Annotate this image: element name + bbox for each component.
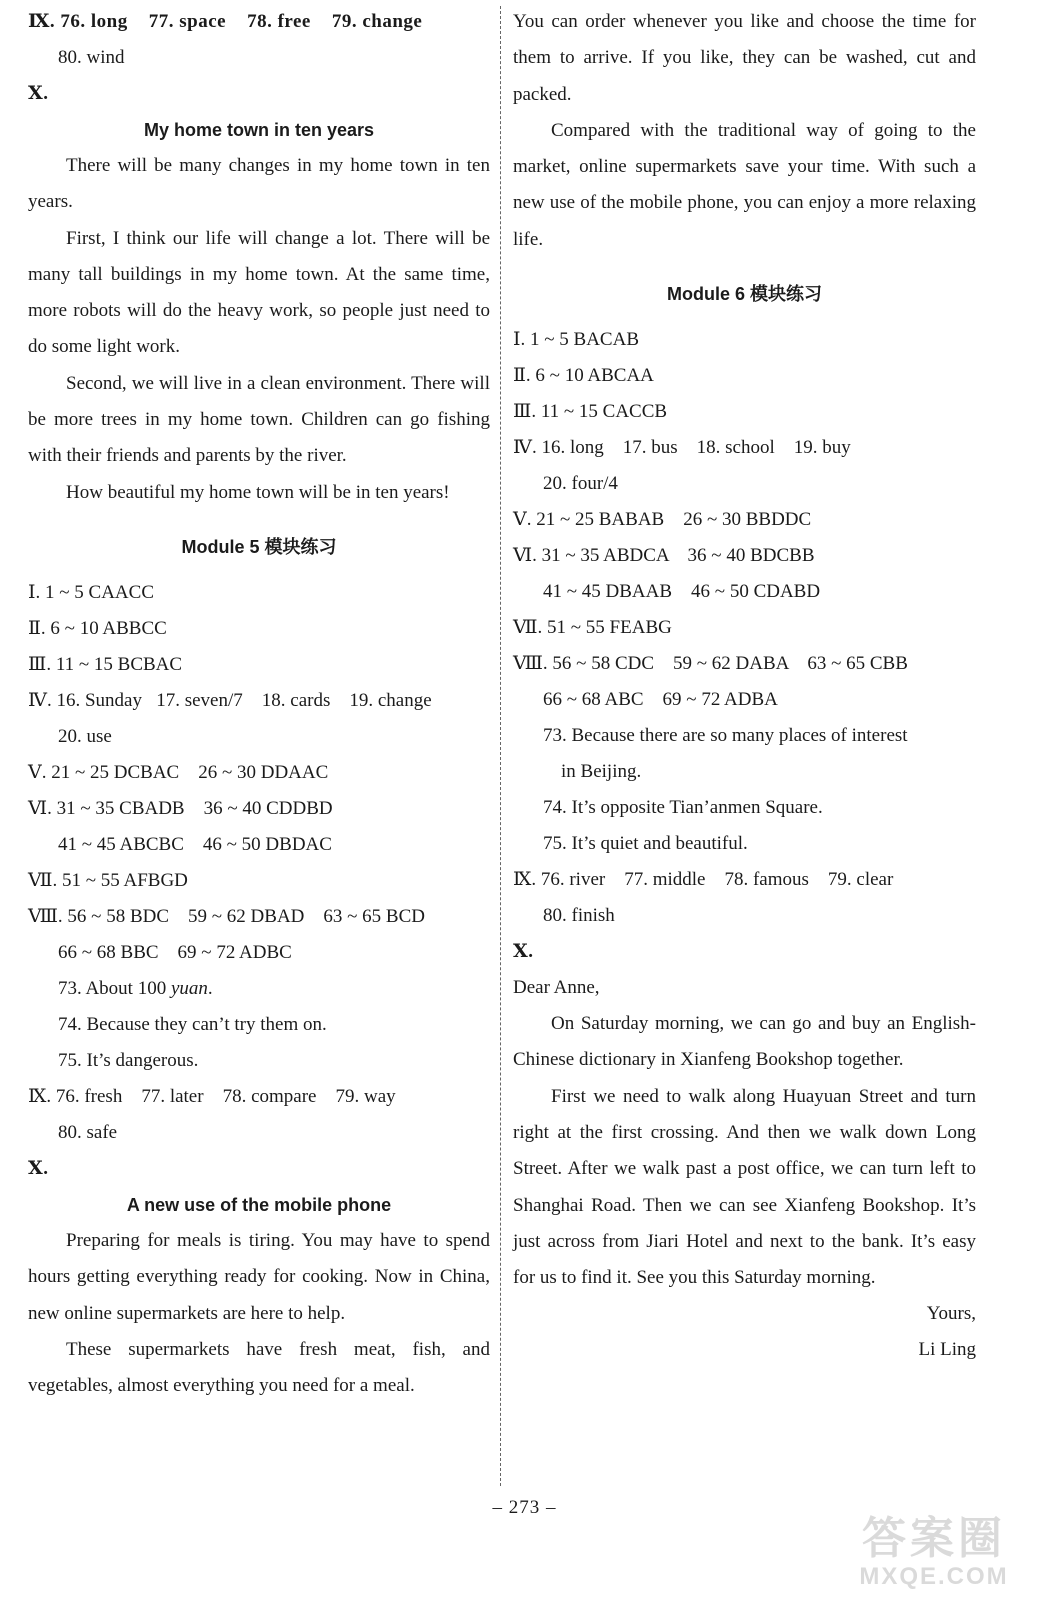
letter-signature: Li Ling — [918, 1339, 976, 1361]
answer-line: Ⅳ. 16. Sunday 17. seven/7 18. cards 19. change — [28, 689, 432, 711]
letter-paragraph: On Saturday morning, we can go and buy an English-Chinese dictionary in Xianfeng Bookshop together. — [513, 1013, 976, 1071]
essay-paragraph: First, I think our life will change a lot. There will be many tall buildings in my home town. At the same time, more robots will do the heavy work, so people just need to do some light work. — [28, 227, 490, 358]
answer-line: Ⅴ. 21 ~ 25 BABAB 26 ~ 30 BBDDC — [513, 509, 812, 531]
answer-line: 74. Because they can’t try them on. — [58, 1013, 327, 1035]
answer-line: Ⅶ. 51 ~ 55 AFBGD — [28, 869, 188, 891]
answer-text: 73. About 100 — [58, 977, 171, 999]
answer-line: Ⅰ. 1 ~ 5 CAACC — [28, 581, 154, 603]
answer-line: Ⅸ. 76. river 77. middle 78. famous 79. clear — [513, 869, 894, 891]
letter-paragraph: First we need to walk along Huayuan Street and turn right at the first crossing. And then we walk down Long Street. After we walk past a post office, we can turn left to Shanghai Road. Then we can see Xianfeng Bookshop. It’s just across from Jiari Hotel and next to the bank. It’s easy for us to find it. See you this Saturday morning. — [513, 1085, 976, 1289]
answer-line — [28, 971, 490, 1007]
answer-line: Ⅷ. 56 ~ 58 BDC 59 ~ 62 DBAD 63 ~ 65 BCD — [28, 905, 425, 927]
answer-line: Ⅱ. 6 ~ 10 ABCAA — [513, 365, 654, 387]
essay-paragraph: Compared with the traditional way of going to the market, online supermarkets save your time. With such a new use of the mobile phone, you can enjoy a more relaxing life. — [513, 119, 976, 250]
essay-paragraph: There will be many changes in my home town in ten years. — [28, 155, 490, 213]
answer-line: 66 ~ 68 ABC 69 ~ 72 ADBA — [543, 689, 778, 711]
answer-line: 66 ~ 68 BBC 69 ~ 72 ADBC — [58, 941, 292, 963]
answer-line: Ⅸ. 76. fresh 77. later 78. compare 79. way — [28, 1085, 396, 1107]
answer-line: Ⅱ. 6 ~ 10 ABBCC — [28, 617, 167, 639]
letter-closing: Yours, — [926, 1303, 976, 1325]
essay-paragraph: You can order whenever you like and choose the time for them to arrive. If you like, they can be washed, cut and packed. — [513, 11, 976, 105]
answer-line: 80. finish — [543, 905, 615, 927]
answer-italic-text: yuan — [170, 977, 208, 999]
essay-title: My home town in ten years — [143, 120, 375, 140]
answer-line: 20. four/4 — [543, 473, 618, 495]
column-divider — [500, 6, 501, 1486]
essay-paragraph: Preparing for meals is tiring. You may have to spend hours getting everything ready for cooking. Now in China, new online supermarkets are here to help. — [28, 1229, 490, 1324]
module-5-title: Module 5 模块练习 — [181, 536, 337, 557]
answer-line: Ⅲ. 11 ~ 15 BCBAC — [28, 653, 183, 675]
answer-line: Ⅴ. 21 ~ 25 DCBAC 26 ~ 30 DDAAC — [28, 761, 329, 783]
section-x-label: Ⅹ. — [28, 83, 49, 104]
watermark-logo — [839, 1514, 1029, 1594]
answer-line: 74. It’s opposite Tian’anmen Square. — [543, 797, 823, 819]
answer-text: . — [207, 977, 213, 999]
essay-title: A new use of the mobile phone — [126, 1194, 392, 1215]
answer-line: 73. Because there are so many places of interest — [543, 725, 908, 747]
section-x-label: Ⅹ. — [28, 1157, 49, 1179]
answer-line: Ⅳ. 16. long 17. bus 18. school 19. buy — [513, 437, 851, 459]
answer-line: 75. It’s quiet and beautiful. — [543, 833, 748, 855]
section-ix-line: 80. wind — [58, 47, 125, 68]
right-column — [513, 4, 976, 1368]
section-x-label: Ⅹ. — [513, 941, 534, 963]
letter-greeting: Dear Anne, — [513, 977, 600, 999]
answer-line: Ⅲ. 11 ~ 15 CACCB — [513, 401, 668, 423]
answer-line: 75. It’s dangerous. — [58, 1049, 199, 1071]
answer-line: Ⅵ. 31 ~ 35 ABDCA 36 ~ 40 BDCBB — [513, 545, 815, 567]
module-6-answers — [513, 322, 976, 934]
answer-line: Ⅷ. 56 ~ 58 CDC 59 ~ 62 DABA 63 ~ 65 CBB — [513, 653, 908, 675]
answer-line: Ⅵ. 31 ~ 35 CBADB 36 ~ 40 CDDBD — [28, 797, 333, 819]
module-5-answers — [28, 575, 490, 971]
page-number: – 273 – — [492, 1497, 557, 1518]
answer-line: 41 ~ 45 DBAAB 46 ~ 50 CDABD — [543, 581, 821, 603]
module-6-title: Module 6 模块练习 — [666, 284, 822, 305]
left-column — [28, 4, 490, 1404]
answer-line: Ⅰ. 1 ~ 5 BACAB — [513, 329, 639, 351]
watermark-text: 答案圈 — [862, 1514, 1006, 1563]
answer-line: Ⅶ. 51 ~ 55 FEABG — [513, 617, 672, 639]
essay-paragraph: How beautiful my home town will be in ten years! — [66, 481, 450, 503]
answer-line: 20. use — [58, 725, 112, 747]
answer-line: 80. safe — [58, 1121, 118, 1143]
answer-line: in Beijing. — [561, 761, 642, 783]
section-ix-line: Ⅸ. 76. long 77. space 78. free 79. change — [28, 11, 423, 32]
watermark-url: MXQE.COM — [859, 1563, 1009, 1590]
answer-line: 41 ~ 45 ABCBC 46 ~ 50 DBDAC — [58, 833, 332, 855]
essay-paragraph: These supermarkets have fresh meat, fish, and vegetables, almost everything you need for a meal. — [28, 1338, 490, 1397]
essay-paragraph: Second, we will live in a clean environment. There will be more trees in my home town. Children can go fishing with their friends and parents by the river. — [28, 372, 490, 467]
